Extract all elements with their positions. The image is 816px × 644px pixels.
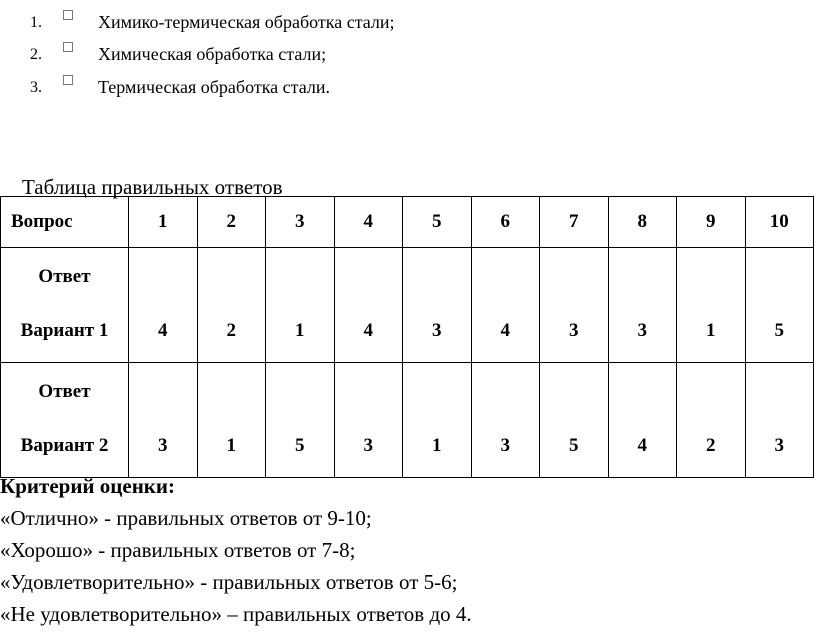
answer-cell: 3 xyxy=(471,363,540,478)
option-item-3 xyxy=(0,75,816,99)
answer-cell: 1 xyxy=(266,248,335,363)
answer-cell: 1 xyxy=(197,363,266,478)
question-number-cell: 3 xyxy=(266,197,335,248)
answer-cell: 4 xyxy=(334,248,403,363)
criteria-line-good: «Хорошо» - правильных ответов от 7-8; xyxy=(0,538,356,562)
answers-table xyxy=(0,196,814,478)
option-item-2 xyxy=(0,42,816,66)
question-number-cell: 1 xyxy=(129,197,198,248)
header-label-cell: Вопрос xyxy=(1,197,129,248)
answer-cell: 1 xyxy=(677,248,746,363)
row-label-cell xyxy=(1,363,129,478)
answer-cell: 1 xyxy=(403,363,472,478)
answer-cell: 5 xyxy=(745,248,814,363)
table-row-variant-2 xyxy=(1,363,814,478)
answer-cell: 5 xyxy=(266,363,335,478)
option-text: Химическая обработка стали; xyxy=(98,44,327,64)
row-label-line2: Вариант 1 xyxy=(20,320,109,341)
table-row-variant-1 xyxy=(1,248,814,363)
answer-cell: 4 xyxy=(129,248,198,363)
question-number-cell: 8 xyxy=(608,197,677,248)
option-item-1 xyxy=(0,10,816,34)
option-number: 2. xyxy=(30,46,42,63)
checkbox-icon[interactable] xyxy=(63,75,73,85)
row-label-line2: Вариант 2 xyxy=(20,435,109,456)
option-number: 1. xyxy=(30,14,42,31)
criteria-line-unsatisfactory: «Не удовлетворительно» – правильных ответов до 4. xyxy=(0,602,472,626)
answer-cell: 5 xyxy=(540,363,609,478)
criteria-line-excellent: «Отлично» - правильных ответов от 9-10; xyxy=(0,506,372,530)
answer-cell: 4 xyxy=(471,248,540,363)
answer-cell: 3 xyxy=(608,248,677,363)
question-number-cell: 10 xyxy=(745,197,814,248)
checkbox-icon[interactable] xyxy=(63,10,73,20)
answer-cell: 3 xyxy=(540,248,609,363)
row-label-line1: Ответ xyxy=(38,381,91,402)
row-label-line1: Ответ xyxy=(38,266,91,287)
option-text: Химико-термическая обработка стали; xyxy=(98,12,395,32)
answer-cell: 3 xyxy=(334,363,403,478)
criteria-line-satisfactory: «Удовлетворительно» - правильных ответов от 5-6; xyxy=(0,570,458,594)
answer-cell: 3 xyxy=(403,248,472,363)
table-caption: Таблица правильных ответов xyxy=(22,175,283,199)
answer-cell: 2 xyxy=(197,248,266,363)
answer-cell: 4 xyxy=(608,363,677,478)
option-number: 3. xyxy=(30,79,42,96)
row-label-cell xyxy=(1,248,129,363)
answer-cell: 3 xyxy=(129,363,198,478)
question-number-cell: 5 xyxy=(403,197,472,248)
question-number-cell: 4 xyxy=(334,197,403,248)
question-number-cell: 6 xyxy=(471,197,540,248)
question-number-cell: 2 xyxy=(197,197,266,248)
question-number-cell: 9 xyxy=(677,197,746,248)
answer-cell: 3 xyxy=(745,363,814,478)
option-text: Термическая обработка стали. xyxy=(98,77,331,97)
criteria-title: Критерий оценки: xyxy=(0,474,175,498)
question-number-cell: 7 xyxy=(540,197,609,248)
answer-cell: 2 xyxy=(677,363,746,478)
table-header-row xyxy=(1,197,814,248)
checkbox-icon[interactable] xyxy=(63,42,73,52)
